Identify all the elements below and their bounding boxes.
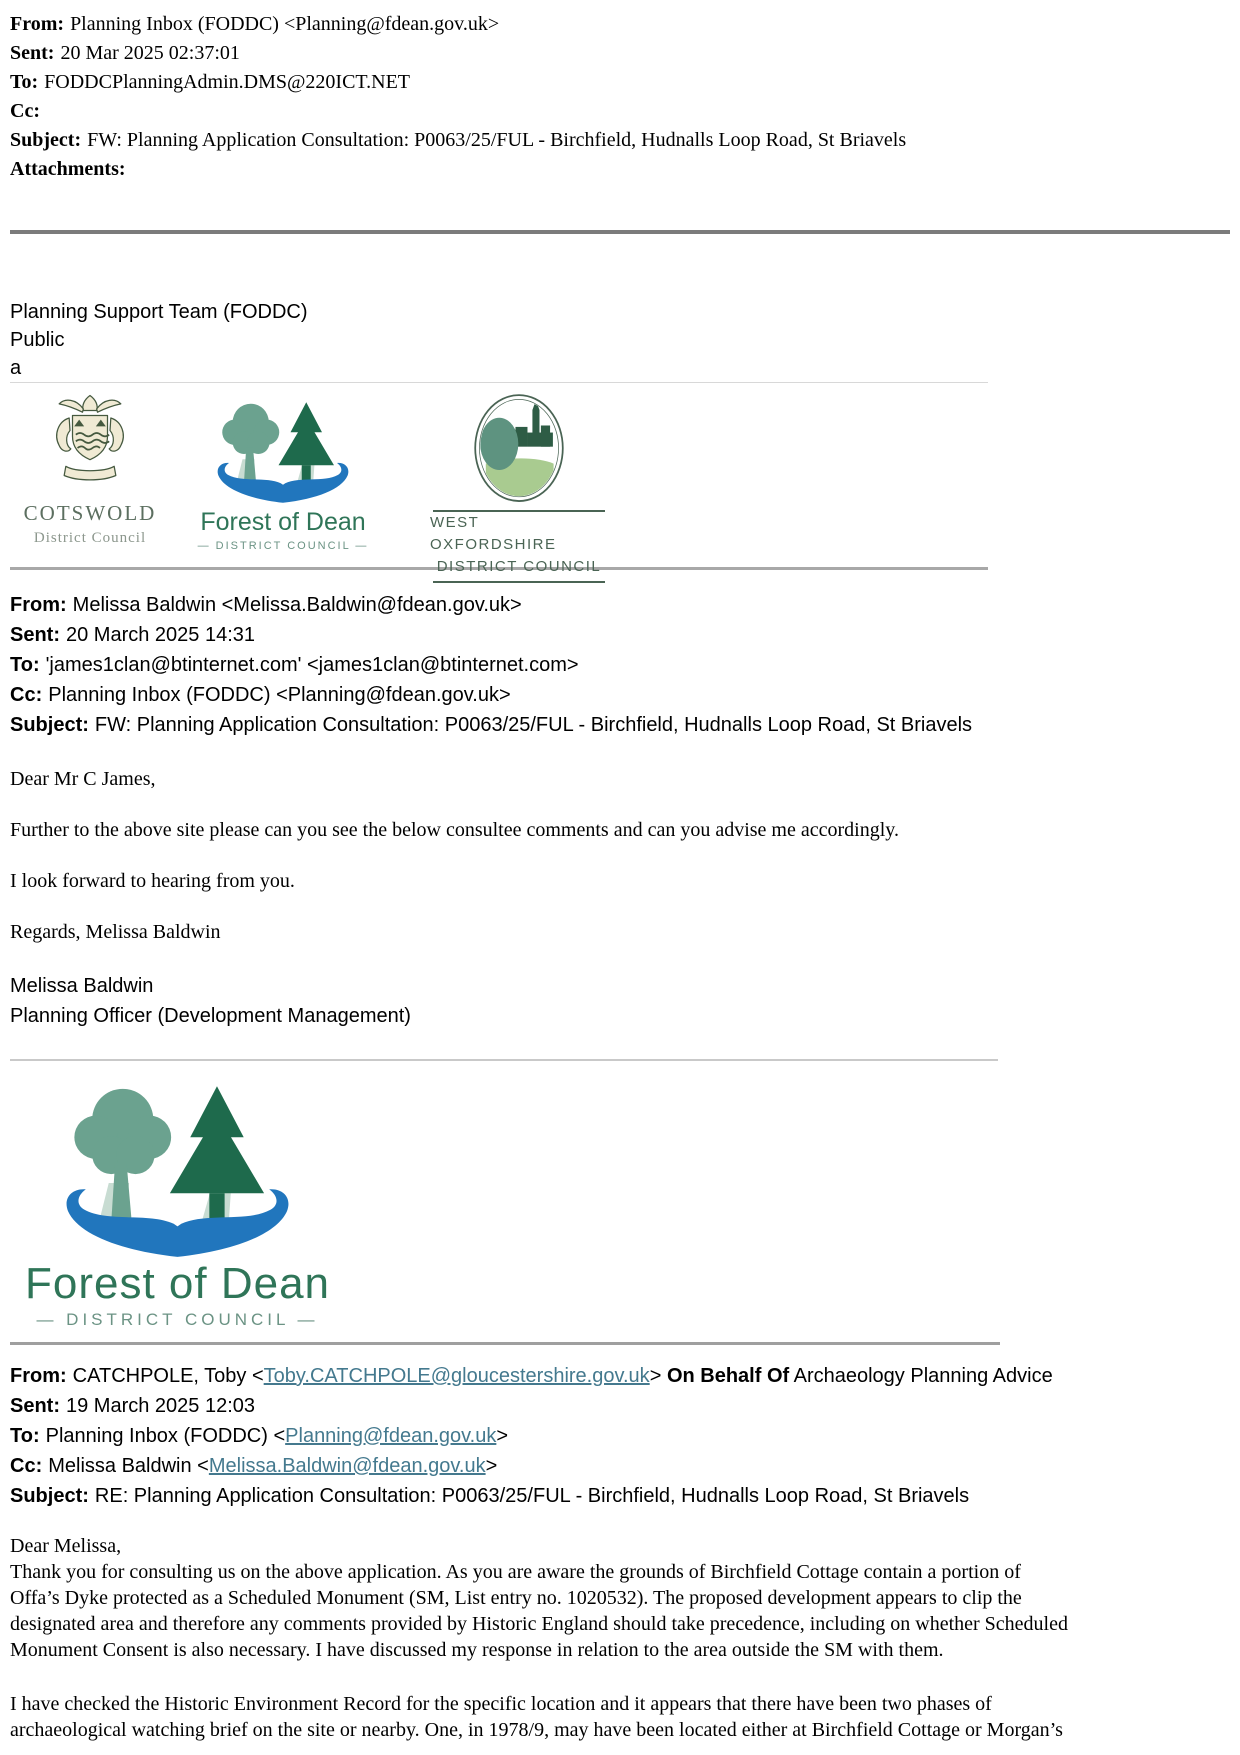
forest-of-dean-name: Forest of Dean xyxy=(24,1259,331,1308)
subject-label: Subject: xyxy=(10,714,89,736)
email3-sent-row xyxy=(10,1391,1230,1421)
email2-sent-row xyxy=(10,620,1230,650)
cotswold-crest-icon xyxy=(44,393,136,493)
greeting: Dear Mr C James, xyxy=(10,768,156,790)
on-behalf-value: Archaeology Planning Advice xyxy=(789,1365,1053,1387)
subject-value: FW: Planning Application Consultation: P0063/25/FUL - Birchfield, Hudnalls Loop Road, St Briavels xyxy=(94,714,973,736)
section-divider-3 xyxy=(10,1342,1000,1345)
email2-from-row xyxy=(10,590,1230,620)
forest-of-dean-logo-small xyxy=(188,393,378,552)
attachments-label: Attachments: xyxy=(10,158,126,180)
email3-subject-row xyxy=(10,1481,1230,1511)
email2-cc-row xyxy=(10,680,1230,710)
to-label: To: xyxy=(10,1425,40,1447)
page xyxy=(10,10,1230,1743)
from-value: Planning Inbox (FODDC) <Planning@fdean.gov.uk> xyxy=(70,13,500,35)
to-label: To: xyxy=(10,654,40,676)
paragraph: Regards, Melissa Baldwin xyxy=(10,921,221,943)
greeting: Dear Melissa, xyxy=(10,1535,122,1557)
subject-label: Subject: xyxy=(10,1485,89,1507)
west-oxfordshire-line1: WEST OXFORDSHIRE xyxy=(430,514,557,553)
from-suffix: > xyxy=(649,1365,667,1387)
signature-title: Planning Officer (Development Management) xyxy=(10,1005,411,1027)
signature-divider xyxy=(10,1059,998,1061)
email2-to-row xyxy=(10,650,1230,680)
email1-to-row xyxy=(10,68,1230,97)
paragraph-line: I have checked the Historic Environment Record for the specific location and it appears that there have been two phases of xyxy=(10,1693,992,1715)
paragraph: Further to the above site please can you see the below consultee comments and can you advise me accordingly. xyxy=(10,819,899,841)
email3-header xyxy=(10,1361,1230,1511)
paragraph xyxy=(10,1691,1230,1743)
council-logos-row xyxy=(10,393,1230,575)
sent-value: 19 March 2025 12:03 xyxy=(66,1395,256,1417)
subject-value: FW: Planning Application Consultation: P0063/25/FUL - Birchfield, Hudnalls Loop Road, St Briavels xyxy=(87,129,907,151)
signature-name: Melissa Baldwin xyxy=(10,975,154,997)
forest-of-dean-logo-large xyxy=(10,1071,345,1330)
forward-note-public: Public xyxy=(10,329,65,351)
forward-note-team: Planning Support Team (FODDC) xyxy=(10,301,308,323)
email1-attachments-row xyxy=(10,155,1230,184)
paragraph-line: Thank you for consulting us on the above application. As you are aware the grounds of Birchfield Cottage contain a portion of xyxy=(10,1561,1021,1583)
to-email-link[interactable]: Planning@fdean.gov.uk xyxy=(285,1425,497,1447)
forest-of-dean-subtitle: — DISTRICT COUNCIL — xyxy=(197,540,369,552)
forward-note xyxy=(10,298,1230,382)
paragraph-line: Offa’s Dyke protected as a Scheduled Monument (SM, List entry no. 1020532). The proposed development appears to clip the xyxy=(10,1587,1022,1609)
email2-header xyxy=(10,590,1230,740)
email2-body xyxy=(10,766,1230,945)
from-value: Melissa Baldwin <Melissa.Baldwin@fdean.gov.uk> xyxy=(72,594,522,616)
to-label: To: xyxy=(10,71,39,93)
forest-of-dean-mark-icon xyxy=(208,393,358,506)
email1-subject-row xyxy=(10,126,1230,155)
from-email-link[interactable]: Toby.CATCHPOLE@gloucestershire.gov.uk xyxy=(263,1365,650,1387)
sent-label: Sent: xyxy=(10,1395,60,1417)
email1-header xyxy=(10,10,1230,184)
email3-cc-row xyxy=(10,1451,1230,1481)
email1-sent-row xyxy=(10,39,1230,68)
cc-name: Melissa Baldwin < xyxy=(48,1455,209,1477)
email3-from-row xyxy=(10,1361,1230,1391)
west-oxfordshire-line2: DISTRICT COUNCIL xyxy=(436,558,602,575)
cotswold-logo xyxy=(10,393,170,547)
sent-value: 20 March 2025 14:31 xyxy=(66,624,256,646)
signature-block xyxy=(10,971,1230,1031)
from-label: From: xyxy=(10,594,67,616)
cotswold-name: COTSWOLD xyxy=(23,501,157,525)
email2-subject-row xyxy=(10,710,1230,740)
sent-label: Sent: xyxy=(10,624,60,646)
from-label: From: xyxy=(10,13,65,35)
cc-value: Planning Inbox (FODDC) <Planning@fdean.gov.uk> xyxy=(48,684,511,706)
paragraph-line: Monument Consent is also necessary. I have discussed my response in relation to the area outside the SM with them. xyxy=(10,1639,944,1661)
sent-value: 20 Mar 2025 02:37:01 xyxy=(60,42,240,64)
section-divider-top xyxy=(10,230,1230,234)
forest-of-dean-subtitle: — DISTRICT COUNCIL — xyxy=(36,1310,319,1329)
cc-suffix: > xyxy=(485,1455,498,1477)
to-suffix: > xyxy=(496,1425,509,1447)
cc-label: Cc: xyxy=(10,684,43,706)
cc-label: Cc: xyxy=(10,100,40,122)
subject-label: Subject: xyxy=(10,129,82,151)
paragraph-line: archaeological watching brief on the site or nearby. One, in 1978/9, may have been located either at Birchfield Cottage or Morgan’s xyxy=(10,1719,1063,1741)
email3-body xyxy=(10,1533,1230,1743)
from-name: CATCHPOLE, Toby < xyxy=(72,1365,264,1387)
subject-value: RE: Planning Application Consultation: P0063/25/FUL - Birchfield, Hudnalls Loop Road, St Briavels xyxy=(94,1485,970,1507)
from-label: From: xyxy=(10,1365,67,1387)
paragraph: I look forward to hearing from you. xyxy=(10,870,295,892)
email3-to-row xyxy=(10,1421,1230,1451)
cotswold-subtitle: District Council xyxy=(33,530,147,546)
west-oxfordshire-logo xyxy=(430,393,608,583)
email1-cc-row xyxy=(10,97,1230,126)
to-name: Planning Inbox (FODDC) < xyxy=(45,1425,286,1447)
cc-label: Cc: xyxy=(10,1455,43,1477)
to-value: 'james1clan@btinternet.com' <james1clan@btinternet.com> xyxy=(45,654,579,676)
west-oxfordshire-rule-bottom xyxy=(433,581,605,583)
email1-from-row xyxy=(10,10,1230,39)
thin-divider xyxy=(10,382,988,383)
on-behalf-label: On Behalf Of xyxy=(666,1365,790,1387)
sent-label: Sent: xyxy=(10,42,55,64)
to-value: FODDCPlanningAdmin.DMS@220ICT.NET xyxy=(44,71,411,93)
forest-of-dean-mark-icon xyxy=(50,1071,305,1262)
west-oxfordshire-oval-icon xyxy=(473,393,565,506)
forest-of-dean-name: Forest of Dean xyxy=(200,508,366,536)
paragraph-line: designated area and therefore any comments provided by Historic England should take precedence, including on whether Scheduled xyxy=(10,1613,1068,1635)
forward-note-a: a xyxy=(10,357,22,379)
cc-email-link[interactable]: Melissa.Baldwin@fdean.gov.uk xyxy=(208,1455,486,1477)
